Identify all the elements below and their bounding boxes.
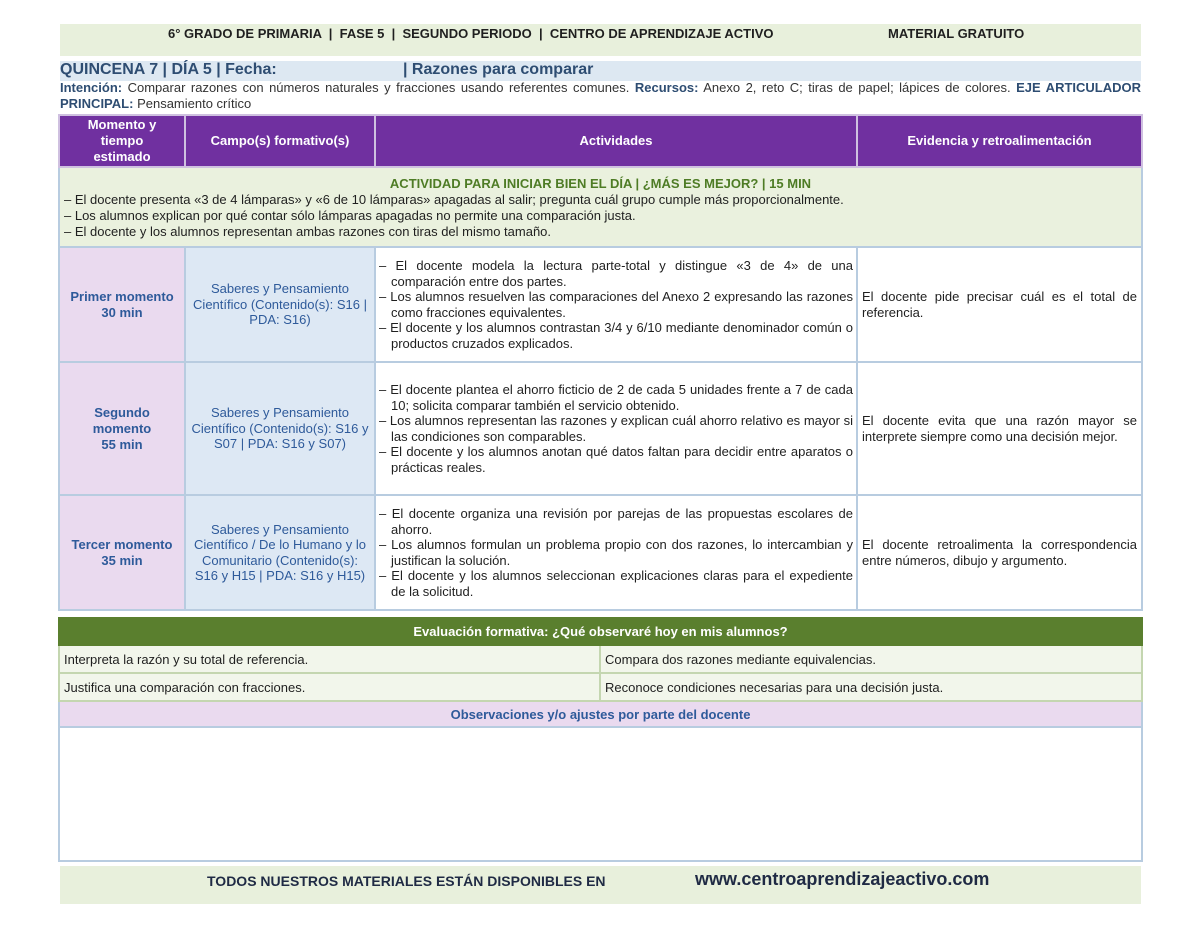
intro-row — [59, 167, 1142, 247]
intro-line: – El docente presenta «3 de 4 lámparas» y «6 de 10 lámparas» apagadas al salir; pregunta cuál grupo cumple más proporcionalmente. — [64, 192, 844, 207]
footer-text: TODOS NUESTROS MATERIALES ESTÁN DISPONIBLES EN — [207, 873, 606, 889]
evaluation-item: Justifica una comparación con fracciones. — [59, 673, 600, 701]
observations-area[interactable] — [59, 727, 1142, 861]
list-item: – El docente y los alumnos contrastan 3/4 y 6/10 mediante denominador común o productos cruzados explicados. — [379, 320, 853, 351]
activities-cell — [375, 362, 857, 495]
banner-grade-info: 6° GRADO DE PRIMARIA | FASE 5 | SEGUNDO PERIODO | CENTRO DE APRENDIZAJE ACTIVO — [168, 26, 774, 41]
list-item: – El docente y los alumnos anotan qué datos faltan para decidir entre aparatos o prácticas reales. — [379, 444, 853, 475]
planning-table — [58, 114, 1143, 611]
evaluation-title: Evaluación formativa: ¿Qué observaré hoy en mis alumnos? — [59, 618, 1142, 645]
intro-line: – Los alumnos explican por qué contar sólo lámparas apagadas no permite una comparación justa. — [64, 208, 636, 223]
campo-cell: Saberes y Pensamiento Científico / De lo Humano y lo Comunitario (Contenido(s): S16 y H15 | PDA: S16 y H15) — [185, 495, 375, 610]
col-header-evidencia: Evidencia y retroalimentación — [857, 115, 1142, 167]
moment-time: 30 min — [101, 304, 143, 320]
moment-label: Segundo momento — [92, 404, 152, 436]
lesson-title: | Razones para comparar — [403, 61, 594, 78]
list-item: – El docente modela la lectura parte-total y distingue «3 de 4» de una comparación entre dos partes. — [379, 258, 853, 289]
moment-time: 55 min — [101, 436, 143, 452]
intention-text: Comparar razones con números naturales y fracciones usando referentes comunes. — [127, 80, 630, 95]
axis-text: Pensamiento crítico — [137, 95, 252, 111]
evaluation-table — [58, 617, 1143, 862]
evidence-cell: El docente pide precisar cuál es el total de referencia. — [857, 247, 1142, 362]
list-item: – Los alumnos representan las razones y explican cuál ahorro relativo es mayor si las condiciones son comparables. — [379, 413, 853, 444]
footer-website-link[interactable]: www.centroaprendizajeactivo.com — [695, 869, 990, 889]
table-header-row — [59, 115, 1142, 167]
moment-cell — [59, 495, 185, 610]
list-item: – Los alumnos resuelven las comparaciones del Anexo 2 expresando las razones como fracciones equivalentes. — [379, 289, 853, 320]
list-item: – El docente plantea el ahorro ficticio de 2 de cada 5 unidades frente a 7 de cada 10; solicita comparar también el servicio obtenido. — [379, 382, 853, 413]
list-item: – Los alumnos formulan un problema propio con dos razones, lo intercambian y justifican la solución. — [379, 537, 853, 568]
col-header-campo: Campo(s) formativo(s) — [185, 115, 375, 167]
table-row — [59, 495, 1142, 610]
activities-cell — [375, 495, 857, 610]
moment-cell — [59, 362, 185, 495]
moment-label: Primer momento — [70, 288, 174, 304]
moment-time: 35 min — [101, 552, 143, 568]
evaluation-item: Interpreta la razón y su total de referencia. — [59, 645, 600, 673]
intention-label: Intención: — [60, 80, 123, 95]
campo-cell: Saberes y Pensamiento Científico (Contenido(s): S16 | PDA: S16) — [185, 247, 375, 362]
table-row — [59, 247, 1142, 362]
quincena-label: QUINCENA 7 | DÍA 5 | Fecha: — [60, 61, 277, 78]
intention-block — [60, 80, 1141, 111]
campo-cell: Saberes y Pensamiento Científico (Contenido(s): S16 y S07 | PDA: S16 y S07) — [185, 362, 375, 495]
col-header-momento: Momento y tiempo estimado — [59, 115, 185, 167]
resources-label: Recursos: — [634, 80, 699, 95]
resources-text: Anexo 2, reto C; tiras de papel; lápices de colores. — [703, 80, 1011, 95]
banner-free-material: MATERIAL GRATUITO — [888, 26, 1025, 41]
title-bar — [60, 61, 1141, 81]
evaluation-item: Reconoce condiciones necesarias para una decisión justa. — [600, 673, 1142, 701]
evaluation-item: Compara dos razones mediante equivalencias. — [600, 645, 1142, 673]
list-item: – El docente y los alumnos seleccionan explicaciones claras para el expediente de la solicitud. — [379, 568, 853, 599]
intro-activity-title: ACTIVIDAD PARA INICIAR BIEN EL DÍA | ¿MÁS ES MEJOR? | 15 MIN — [389, 176, 812, 191]
moment-label: Tercer momento — [71, 536, 173, 552]
evidence-cell: El docente retroalimenta la correspondencia entre números, dibujo y argumento. — [857, 495, 1142, 610]
evidence-cell: El docente evita que una razón mayor se interprete siempre como una decisión mejor. — [857, 362, 1142, 495]
observations-title: Observaciones y/o ajustes por parte del docente — [59, 701, 1142, 727]
intro-line: – El docente y los alumnos representan ambas razones con tiras del mismo tamaño. — [64, 224, 552, 239]
axis-label: EJE ARTICULADOR PRINCIPAL: — [60, 80, 1142, 111]
activities-cell — [375, 247, 857, 362]
footer-banner — [60, 866, 1141, 904]
col-header-actividades: Actividades — [375, 115, 857, 167]
list-item: – El docente organiza una revisión por parejas de las propuestas escolares de ahorro. — [379, 506, 853, 537]
table-row — [59, 362, 1142, 495]
top-banner — [60, 24, 1141, 56]
intro-activity-cell — [59, 167, 1142, 247]
moment-cell — [59, 247, 185, 362]
